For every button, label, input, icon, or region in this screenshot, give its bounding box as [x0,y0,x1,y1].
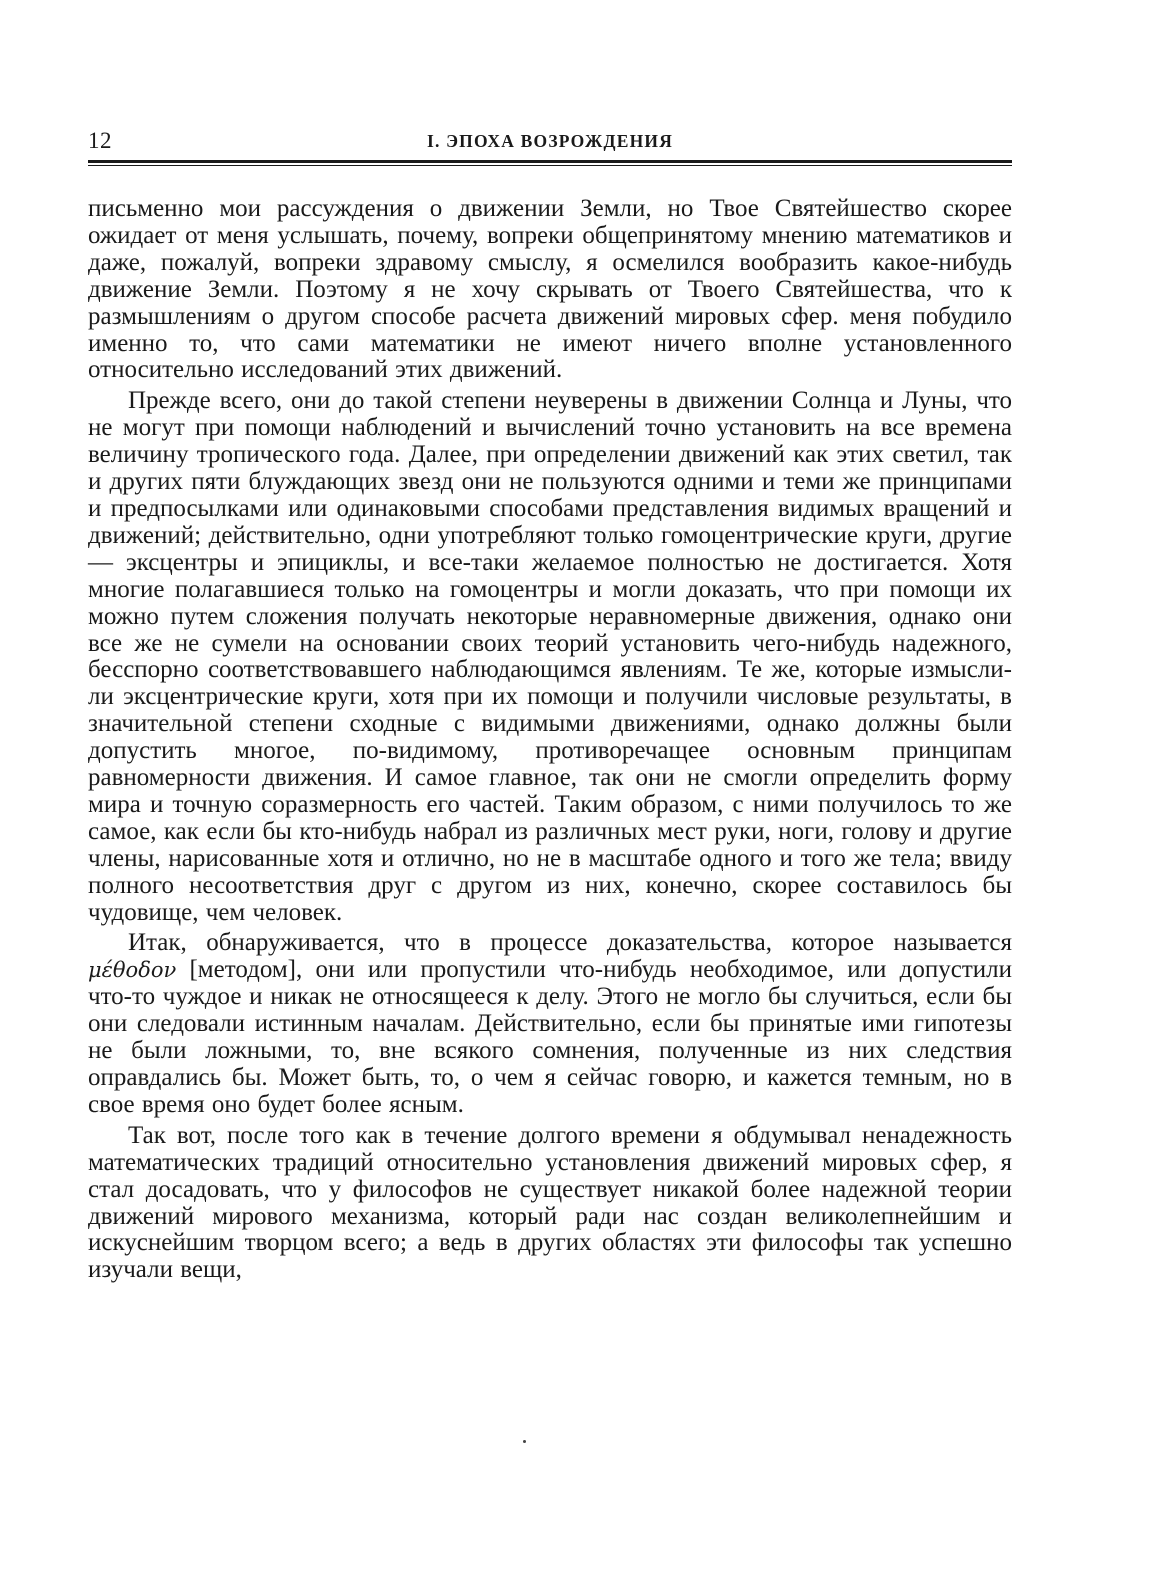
page-number: 12 [88,128,112,153]
chapter-title: I. ЭПОХА ВОЗРОЖДЕНИЯ [426,131,674,151]
header-rule [88,160,1012,163]
paragraph-3 [88,930,1012,1118]
greek-term: μέθοδον [88,958,177,983]
running-head [88,128,1012,158]
print-speck [523,1440,526,1443]
paragraph-3-start: Итак, обнаруживается, что в процессе доказательства, которое называется [128,929,1012,957]
paragraph-2: Прежде всего, они до такой степени неуверены в движении Солнца и Луны, что не могут при помощи наблюдений и вычислений точно установить на все времена величину тропического года. Далее, при определении движений как этих светил, так и других пяти блуждающих звезд они не пользуются одними и теми же принципами и предпосылками или одинаковыми способами представления видимых вращений и движений; действительно, одни употребляют только гомоцентрические круги, другие — эксцентры и эпициклы, и все-таки желаемое полностью не достигается. Хотя многие полагавшиеся только на гомоцентры и могли доказать, что при помощи их можно путем сложения получать некоторые неравномерные движения, однако они все же не сумели на основании своих теорий установить чего-нибудь надежного, бесспорно соответствовавшего наблюдающимся явлениям. Те же, которые измыслили эксцентрические круги, хотя при их помощи и получили числовые результаты, в значительной степени сходные с видимыми движениями, однако должны были допустить многое, по-видимому, противоречащее основным принципам равномерности движения. И самое главное, так они не смогли определить форму мира и точную соразмерность его частей. Таким образом, с ними получилось то же самое, как если бы кто-нибудь набрал из различных мест руки, ноги, голову и другие члены, нарисованные хотя и отлично, но не в масштабе одного и того же тела; ввиду полного несоответствия друг с другом из них, конечно, скорее составилось бы чудовище, чем человек. [88,387,1012,926]
paragraph-3-rest: [методом], они или пропустили что-нибудь необходимое, или допустили что-то чуждое и никак не относящееся к делу. Этого не могло бы случиться, если бы они следовали истинным началам. Действительно, если бы принятые ими гипотезы не были ложными, то, вне всякого сомнения, полученные из них следствия оправдались бы. Может быть, то, о чем я сейчас говорю, и кажется темным, но в свое время оно будет более ясным. [88,956,1013,1118]
paragraph-4: Так вот, после того как в течение долгого времени я обдумывал ненадежность математических традиций относительно установления движений мировых сфер, я стал досадовать, что у философов не существует никакой более надежной теории движений мирового механизма, который ради нас создан великолепнейшим и искуснейшим творцом всего; а ведь в других областях эти философы так успешно изучали вещи, [88,1121,1012,1284]
paragraph-1: письменно мои рассуждения о движении Земли, но Твое Святейшество скорее ожидает от меня услышать, почему, вопреки общепринятому мнению математиков и даже, пожалуй, вопреки здравому смыслу, я осмелился вообразить какое-нибудь движение Земли. Поэтому я не хочу скрывать от Твоего Святейшества, что к размышлениям о другом способе расчета движений мировых сфер. меня побудило именно то, что сами математики не имеют ничего вполне установленного относительно исследований этих движений. [88,195,1012,384]
body-text [88,196,1012,1284]
